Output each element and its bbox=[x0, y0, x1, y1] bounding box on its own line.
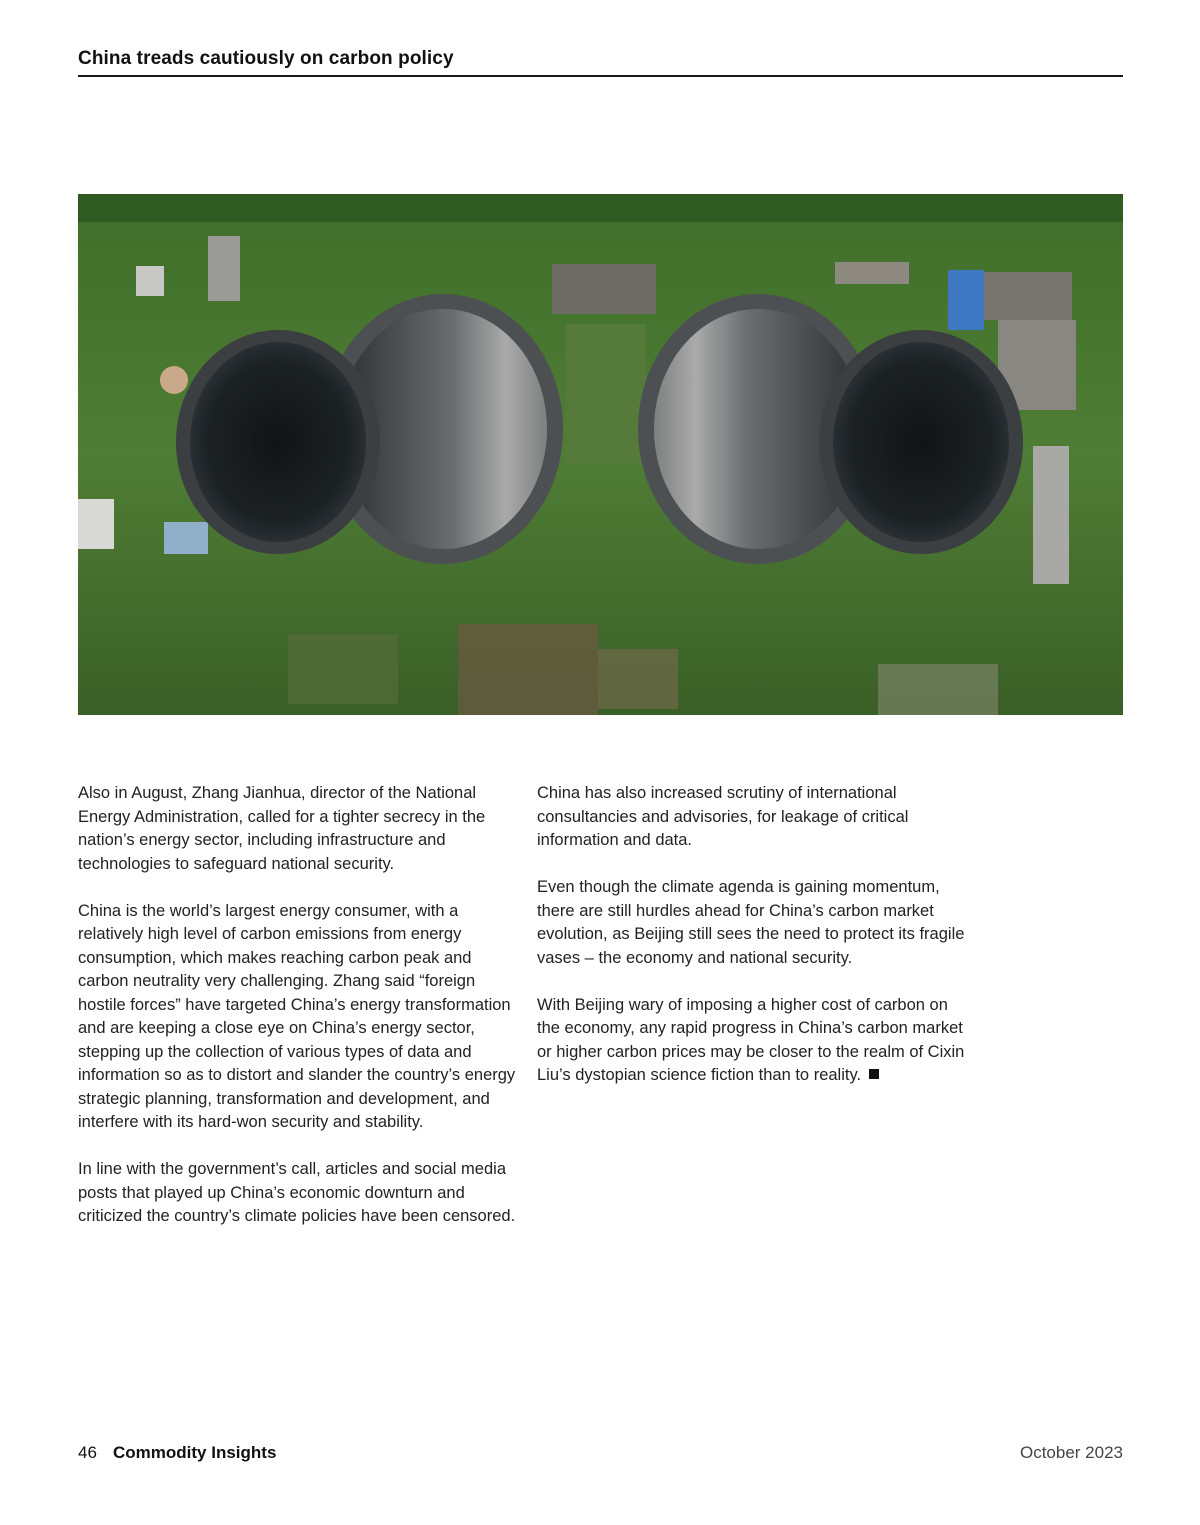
paragraph: China has also increased scrutiny of international consultancies and advisories, for leakage of critical information and data. bbox=[537, 784, 909, 849]
photo-illustration bbox=[78, 194, 1123, 715]
paragraph: In line with the government’s call, articles and social media posts that played up China’s economic downturn and criticized the country’s climate policies have been censored. bbox=[78, 1160, 516, 1225]
article-column-right bbox=[537, 782, 967, 1111]
paragraph: Also in August, Zhang Jianhua, director of the National Energy Administration, called for a tighter secrecy in the nation’s energy sector, including infrastructure and technologies to safeguard national security. bbox=[78, 784, 486, 873]
paragraph-final bbox=[537, 994, 967, 1088]
paragraph-text: With Beijing wary of imposing a higher cost of carbon on the economy, any rapid progress in China’s carbon market or higher carbon prices may be closer to the realm of Cixin Liu’s dystopian science fiction than to reality. bbox=[537, 995, 965, 1084]
paragraph: Even though the climate agenda is gaining momentum, there are still hurdles ahead for China’s carbon market evolution, as Beijing still sees the need to protect its fragile vases – the economy and national security. bbox=[537, 878, 965, 967]
paragraph: China is the world’s largest energy consumer, with a relatively high level of carbon emissions from energy consumption, which makes reaching carbon peak and carbon neutrality very challenging. Zhang said “foreign hostile forces” have targeted China’s energy transformation and are keeping a close eye on China’s energy sector, stepping up the collection of various types of data and information so as to distort and slander the country’s energy strategic planning, transformation and development, and interfere with its hard-won security and stability. bbox=[78, 901, 516, 1131]
aerial-cooling-towers-photo bbox=[78, 194, 1123, 715]
issue-date: October 2023 bbox=[1019, 1443, 1123, 1462]
page-number: 46 bbox=[78, 1443, 97, 1462]
publication-name: Commodity Insights bbox=[113, 1443, 277, 1462]
section-title: China treads cautiously on carbon policy bbox=[78, 48, 454, 69]
end-of-article-square-icon bbox=[869, 1069, 879, 1079]
page-header bbox=[78, 48, 1123, 77]
article-column-left bbox=[78, 782, 518, 1252]
page-footer bbox=[78, 1443, 1123, 1467]
